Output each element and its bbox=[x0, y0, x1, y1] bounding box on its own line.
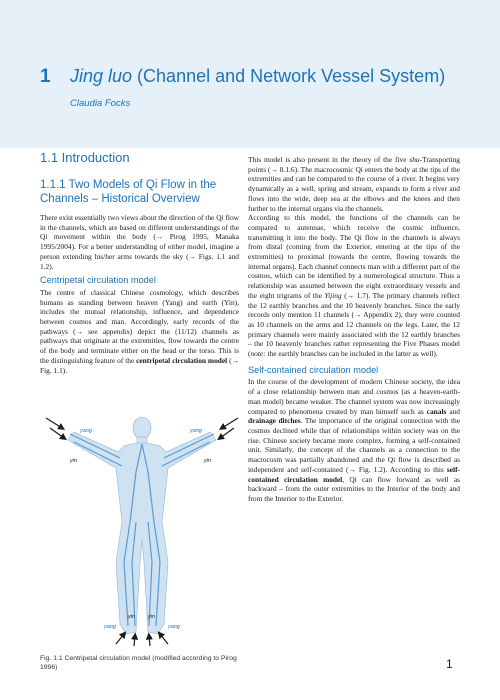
canals-bold: canals bbox=[426, 406, 447, 416]
page-number: 1 bbox=[446, 657, 453, 671]
left-column bbox=[40, 213, 239, 375]
self-contained-paragraph bbox=[248, 377, 460, 503]
chapter-title bbox=[70, 66, 445, 87]
antennae-paragraph bbox=[248, 213, 460, 359]
centripetal-text-a: The centre of classical Chinese cosmology, which describes humans as standing between heaven (Yang) and earth (Yin), includes the mutual relationship, influence, and dependence between cosmos and man. Accordingly, early records of the pathways (→ see appendix) depict the (11/12) channels as pathways that originate at the extremities, flow towards the centre of the body and terminate either on the head or the torso. This is the distinguishing feature of the bbox=[40, 287, 239, 365]
shu-text-a: This model is also present in the theory of the five bbox=[248, 155, 410, 164]
label-yin-arm-right: yin bbox=[204, 458, 212, 464]
right-column bbox=[248, 155, 460, 504]
subsection-title: 1.1.1 Two Models of Qi Flow in the Channels – Historical Overview bbox=[40, 179, 217, 205]
label-yang-leg-right: yang bbox=[168, 624, 180, 630]
centripetal-figure bbox=[40, 412, 245, 647]
note-italic: note: bbox=[250, 349, 266, 359]
shu-italic: shu bbox=[409, 155, 420, 164]
centripetal-bold: centripetal circulation model bbox=[136, 355, 228, 365]
shu-paragraph bbox=[248, 155, 460, 213]
label-yang-leg-left: yang bbox=[104, 624, 116, 630]
chapter-number: 1 bbox=[40, 66, 51, 87]
self-contained-text-d: , Qi can flow forward as well as backward – from the outer extremities to the Interior of the body and from the Interior to the Exterior. bbox=[248, 474, 461, 503]
antennae-text-a: According to this model, the functions of the channels can be compared to antennae, which receive the cosmic influence, transmitting it into the body. The Qi flow in the channels is always from distal (coming from the Exterior, entering at the tips of the extremities) to proximal (towards the centre, flowing towards the internal organs). Each channel connects man with a different part of the cosmos, which can be identified by a numerological structure. Thus a relationship was assumed between the eight extraordinary vessels and the eight trigrams of the bbox=[248, 213, 460, 300]
centripetal-text-b: (→ Fig. 1.1). bbox=[40, 355, 239, 375]
label-yin-arm-left: yin bbox=[70, 458, 78, 464]
chapter-title-rest: (Channel and Network Vessel System) bbox=[132, 66, 446, 86]
antennae-text-c: the earthly branches can be included in the latter as well). bbox=[265, 349, 438, 359]
self-contained-model-bold: self-contained circulation model bbox=[248, 464, 460, 484]
self-contained-text-c: . The importance of the original connection with the cosmos declined while that of relationships within society was on the rise. Chinese society became more complex, forming a self-contained unit. Similarly, the concept of the channels as a connection to the macrocosm was partially abandoned and the Qi flow is described as independent and self-contained (→ Fig. 1.2). According to this bbox=[248, 416, 460, 474]
section-title: 1.1 Introduction bbox=[40, 150, 130, 165]
self-contained-text-a: In the course of the development of modern Chinese society, the idea of a close relationship between man and cosmos (as a heaven-earth-man model) became weaker. The channel system was now increasingly compared to phenomena created by man himself such as bbox=[248, 377, 460, 416]
label-yin-leg-right: yin bbox=[148, 614, 156, 620]
self-contained-heading: Self-contained circulation model bbox=[248, 364, 379, 375]
centripetal-paragraph bbox=[40, 288, 239, 375]
label-yang-arm-right: yang bbox=[190, 428, 202, 434]
intro-paragraph: There exist essentially two views about the direction of the Qi flow in the channels, which are based on different understandings of the Qi movement within the body (→ Pirog 1995, Manaka 1995/2004). For a better understanding of either model, imagine a person extending his/her arms towards the sky (→ Figs. 1.1 and 1.2). bbox=[40, 213, 239, 271]
drainage-bold: drainage ditches bbox=[248, 416, 301, 426]
chapter-author: Claudia Focks bbox=[70, 98, 131, 109]
self-contained-and: and bbox=[446, 406, 460, 416]
shu-text-b: -Transporting points (→ 8.1.6). The macrocosmic Qi enters the body at the tips of the extremities and can be compared to the course of a river. It begins very dynamically as a well, spring and stream, expands to form a river and flows into the wide, deep sea at the elbows and the knees and then further to the internal organs via the channels. bbox=[248, 155, 460, 213]
antennae-text-b: (→ 1.7). The primary channels reflect the 12 earthly branches and the 10 heavenly branches. Since the early records only mention 11 channels (→ Appendix 2), they were counted as 10 channels on the arms and 12 channels on the legs. Later, the 12 primary channels were mainly associated with the 12 earthly branches – the 10 heavenly branches rather representing the Five Phases model ( bbox=[248, 290, 460, 359]
centripetal-heading: Centripetal circulation model bbox=[40, 275, 156, 286]
label-yang-arm-left: yang bbox=[80, 428, 92, 434]
yijing-italic: Yijing bbox=[324, 290, 342, 300]
label-yin-leg-left: yin bbox=[128, 614, 136, 620]
chapter-title-italic: Jing luo bbox=[70, 66, 133, 86]
figure-caption: Fig. 1.1 Centripetal circulation model (modified according to Pirog 1996) bbox=[40, 655, 237, 671]
